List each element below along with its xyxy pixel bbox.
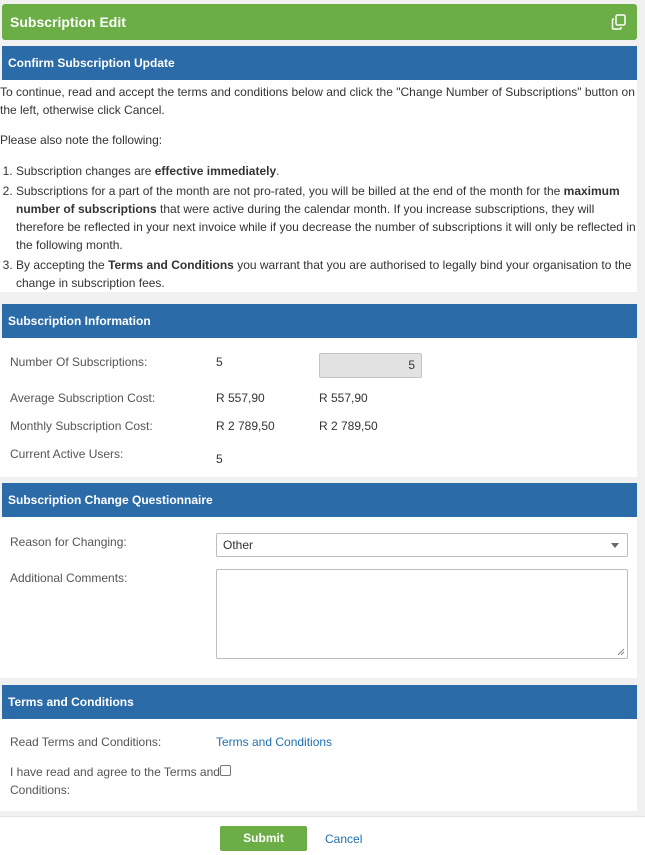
reason-label: Reason for Changing: bbox=[10, 535, 127, 549]
agree-label bbox=[10, 763, 220, 799]
confirm-intro: To continue, read and accept the terms and conditions below and click the "Change Number of Subscriptions" button on the left, otherwise click Cancel. bbox=[0, 85, 635, 117]
copy-icon[interactable] bbox=[611, 14, 627, 30]
reason-select-value: Other bbox=[223, 538, 254, 552]
agree-checkbox[interactable] bbox=[220, 765, 231, 776]
confirm-header-title: Confirm Subscription Update bbox=[8, 56, 175, 70]
comments-label: Additional Comments: bbox=[10, 571, 128, 585]
note-item: 1. Subscription changes are effective immediately. bbox=[16, 162, 640, 180]
monthly-cost-current: R 2 789,50 bbox=[216, 419, 275, 433]
questionnaire-header-title: Subscription Change Questionnaire bbox=[8, 493, 213, 507]
active-users-label: Current Active Users: bbox=[10, 447, 124, 461]
num-subscriptions-input[interactable]: 5 bbox=[319, 353, 422, 378]
questionnaire-header bbox=[2, 483, 637, 517]
num-subscriptions-label: Number Of Subscriptions: bbox=[10, 355, 148, 369]
agree-label-line: Conditions: bbox=[10, 783, 71, 797]
avg-cost-label: Average Subscription Cost: bbox=[10, 391, 156, 405]
window-titlebar bbox=[2, 4, 637, 40]
num-subscriptions-current: 5 bbox=[216, 355, 223, 369]
resize-handle-icon[interactable] bbox=[617, 648, 625, 656]
note-item: 2. Subscriptions for a part of the month are not pro-rated, you will be billed at the end of the month for the maximum number of subscriptions that were active during the calendar month. If you increase subscriptions, they will therefore be reflected in your next invoice while if you decrease the number of subscriptions it will only be reflected in the following month. bbox=[16, 182, 640, 254]
info-header-title: Subscription Information bbox=[8, 314, 151, 328]
confirm-header bbox=[2, 46, 637, 80]
read-terms-label: Read Terms and Conditions: bbox=[10, 735, 162, 749]
monthly-cost-label: Monthly Subscription Cost: bbox=[10, 419, 153, 433]
terms-header bbox=[2, 685, 637, 719]
footer-bar bbox=[0, 816, 645, 855]
agree-label-line: I have read and agree to the Terms and bbox=[10, 765, 220, 779]
terms-header-title: Terms and Conditions bbox=[8, 695, 134, 709]
active-users-value: 5 bbox=[216, 452, 223, 466]
comments-textarea[interactable] bbox=[216, 569, 628, 659]
avg-cost-current: R 557,90 bbox=[216, 391, 265, 405]
confirm-notes-list bbox=[0, 162, 640, 294]
monthly-cost-new: R 2 789,50 bbox=[319, 419, 378, 433]
reason-select[interactable] bbox=[216, 533, 628, 557]
cancel-link[interactable]: Cancel bbox=[325, 832, 363, 846]
window-title: Subscription Edit bbox=[10, 14, 126, 30]
terms-link[interactable]: Terms and Conditions bbox=[216, 735, 333, 749]
chevron-down-icon bbox=[611, 543, 619, 548]
avg-cost-new: R 557,90 bbox=[319, 391, 368, 405]
note-item: 3. By accepting the Terms and Conditions you warrant that you are authorised to legally bind your organisation to the change in subscription fees. bbox=[16, 256, 640, 292]
info-header bbox=[2, 304, 637, 338]
submit-button[interactable]: Submit bbox=[220, 826, 307, 851]
confirm-note-lead: Please also note the following: bbox=[0, 133, 163, 147]
